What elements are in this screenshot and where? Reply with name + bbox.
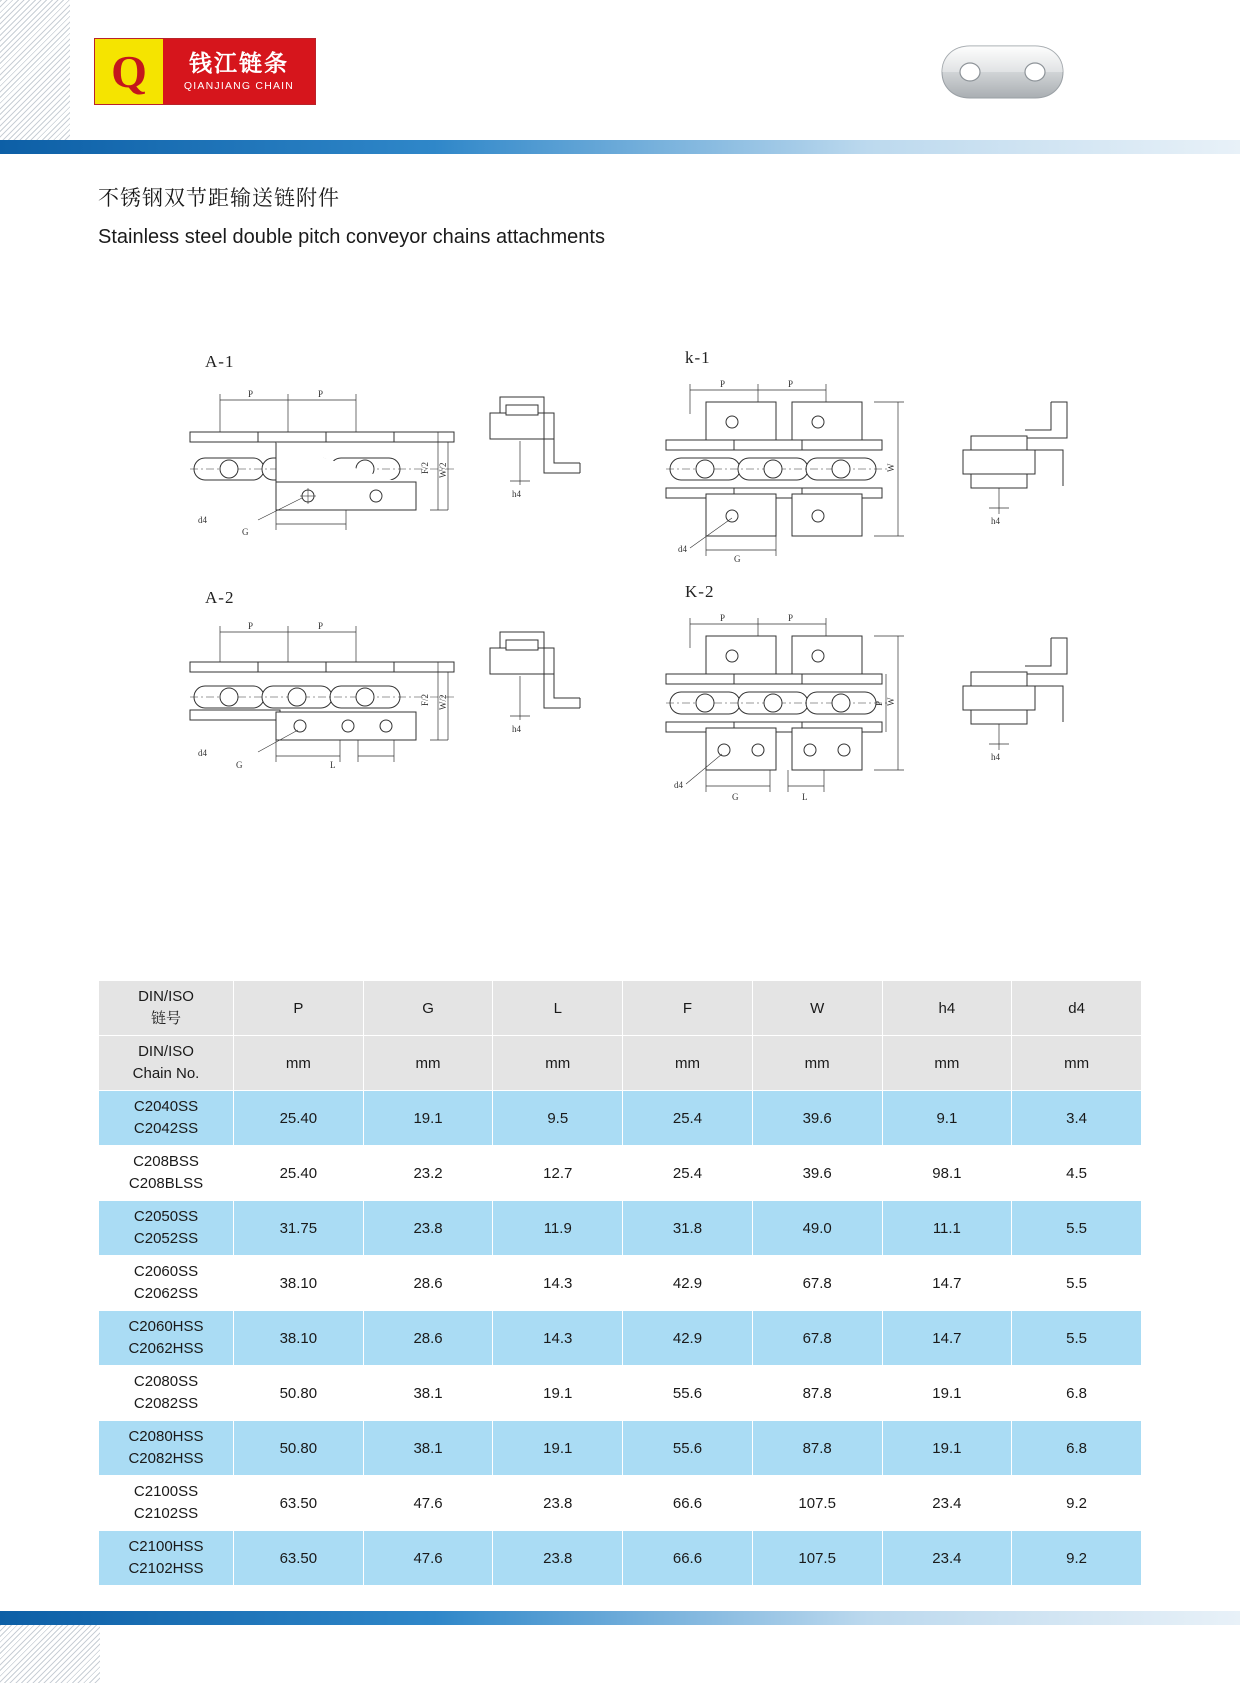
cell-h4: 19.1 xyxy=(882,1421,1012,1476)
table-row xyxy=(99,1201,1142,1256)
cell-g: 23.8 xyxy=(363,1201,493,1256)
chain-no-line1: C2100SS xyxy=(133,1482,199,1500)
chain-link-plate-icon xyxy=(940,42,1065,102)
cell-w: 39.6 xyxy=(752,1091,882,1146)
cell-d4: 5.5 xyxy=(1012,1201,1142,1256)
cell-p: 50.80 xyxy=(234,1421,364,1476)
page-title-chinese: 不锈钢双节距输送链附件 xyxy=(98,187,340,210)
header-col-w: W xyxy=(752,981,882,1036)
unit-col-l: mm xyxy=(493,1036,623,1091)
table-row xyxy=(99,1421,1142,1476)
cell-l: 23.8 xyxy=(493,1476,623,1531)
svg-text:G: G xyxy=(732,792,739,802)
table-head xyxy=(99,981,1142,1091)
unit-col-f: mm xyxy=(623,1036,753,1091)
svg-text:h4: h4 xyxy=(512,489,521,499)
drawing-label-a1: A-1 xyxy=(205,352,235,371)
cell-l: 11.9 xyxy=(493,1201,623,1256)
header-chain-no-cn-line1: DIN/ISO xyxy=(138,988,194,1006)
drawing-k2 xyxy=(660,600,940,810)
table-header-row-symbols xyxy=(99,981,1142,1036)
cell-d4: 9.2 xyxy=(1012,1531,1142,1586)
chain-no-line2: C2062HSS xyxy=(128,1340,204,1357)
unit-col-g: mm xyxy=(363,1036,493,1091)
cell-g: 47.6 xyxy=(363,1531,493,1586)
chain-no-line1: C2040SS xyxy=(133,1097,199,1115)
svg-text:P: P xyxy=(788,379,794,389)
cell-f: 31.8 xyxy=(623,1201,753,1256)
cell-f: 55.6 xyxy=(623,1421,753,1476)
svg-text:W: W xyxy=(886,463,896,472)
header-col-l: L xyxy=(493,981,623,1036)
cell-l: 19.1 xyxy=(493,1421,623,1476)
cell-w: 107.5 xyxy=(752,1476,882,1531)
table-row xyxy=(99,1531,1142,1586)
svg-text:G: G xyxy=(734,554,741,564)
header-chain-no-cn xyxy=(99,981,234,1036)
cell-g: 19.1 xyxy=(363,1091,493,1146)
page-header xyxy=(0,0,1240,140)
cell-d4: 5.5 xyxy=(1012,1256,1142,1311)
chain-no-line1: C2060SS xyxy=(133,1262,199,1280)
header-col-d4: d4 xyxy=(1012,981,1142,1036)
cell-l: 9.5 xyxy=(493,1091,623,1146)
cell-w: 87.8 xyxy=(752,1366,882,1421)
cell-f: 66.6 xyxy=(623,1476,753,1531)
drawing-k2-end-view xyxy=(955,626,1085,766)
cell-p: 63.50 xyxy=(234,1476,364,1531)
table-row xyxy=(99,1256,1142,1311)
chain-no-line2: C2102HSS xyxy=(128,1560,204,1577)
chain-no-line2: C2052SS xyxy=(133,1230,199,1247)
chain-no-line1: C2100HSS xyxy=(128,1537,204,1555)
cell-w: 87.8 xyxy=(752,1421,882,1476)
drawing-k1-end-view xyxy=(955,390,1085,530)
svg-text:P: P xyxy=(248,389,254,399)
cell-w: 67.8 xyxy=(752,1256,882,1311)
cell-l: 14.3 xyxy=(493,1256,623,1311)
chain-no-line2: C2082SS xyxy=(133,1395,199,1412)
cell-f: 42.9 xyxy=(623,1311,753,1366)
chain-no-line2: C2062SS xyxy=(133,1285,199,1302)
header-col-f: F xyxy=(623,981,753,1036)
table-row xyxy=(99,1146,1142,1201)
svg-text:F/2: F/2 xyxy=(420,461,430,474)
svg-text:P: P xyxy=(318,621,324,631)
cell-l: 19.1 xyxy=(493,1366,623,1421)
chain-no-line2: C208BLSS xyxy=(128,1175,204,1192)
svg-text:G: G xyxy=(236,760,243,770)
cell-d4: 3.4 xyxy=(1012,1091,1142,1146)
header-chain-no-en-line1: DIN/ISO xyxy=(138,1043,194,1061)
cell-d4: 4.5 xyxy=(1012,1146,1142,1201)
cell-d4: 9.2 xyxy=(1012,1476,1142,1531)
cell-chain-no xyxy=(99,1531,234,1586)
cell-h4: 9.1 xyxy=(882,1091,1012,1146)
cell-chain-no xyxy=(99,1146,234,1201)
cell-h4: 14.7 xyxy=(882,1311,1012,1366)
svg-text:G: G xyxy=(242,527,249,537)
table-row xyxy=(99,1091,1142,1146)
svg-text:h4: h4 xyxy=(512,724,521,734)
cell-chain-no xyxy=(99,1311,234,1366)
cell-w: 39.6 xyxy=(752,1146,882,1201)
svg-text:h4: h4 xyxy=(991,752,1000,762)
cell-p: 38.10 xyxy=(234,1256,364,1311)
drawing-label-k1: k-1 xyxy=(685,348,711,367)
chain-no-line1: C2080HSS xyxy=(128,1427,204,1445)
cell-g: 47.6 xyxy=(363,1476,493,1531)
header-col-h4: h4 xyxy=(882,981,1012,1036)
unit-col-p: mm xyxy=(234,1036,364,1091)
cell-p: 31.75 xyxy=(234,1201,364,1256)
cell-f: 55.6 xyxy=(623,1366,753,1421)
header-gradient-rule xyxy=(0,140,1240,154)
specification-table xyxy=(98,980,1142,1586)
cell-p: 25.40 xyxy=(234,1091,364,1146)
chain-no-line2: C2042SS xyxy=(133,1120,199,1137)
logo-english-name: QIANJIANG CHAIN xyxy=(183,80,295,93)
chain-no-line2: C2082HSS xyxy=(128,1450,204,1467)
chain-no-line1: C208BSS xyxy=(133,1152,199,1170)
svg-text:F/2: F/2 xyxy=(420,693,430,706)
drawing-label-k2: K-2 xyxy=(685,582,715,601)
drawing-a2-end-view xyxy=(480,620,600,760)
chain-no-line1: C2050SS xyxy=(133,1207,199,1225)
cell-h4: 23.4 xyxy=(882,1476,1012,1531)
company-logo xyxy=(94,38,316,105)
logo-mark-icon xyxy=(95,39,163,104)
cell-d4: 6.8 xyxy=(1012,1421,1142,1476)
cell-p: 63.50 xyxy=(234,1531,364,1586)
unit-col-d4: mm xyxy=(1012,1036,1142,1091)
cell-g: 28.6 xyxy=(363,1256,493,1311)
logo-chinese-name: 钱江链条 xyxy=(189,49,289,76)
cell-f: 25.4 xyxy=(623,1091,753,1146)
table-row xyxy=(99,1311,1142,1366)
header-rule-spacer xyxy=(0,154,1240,157)
svg-text:W: W xyxy=(886,697,896,706)
cell-w: 67.8 xyxy=(752,1311,882,1366)
cell-g: 28.6 xyxy=(363,1311,493,1366)
cell-chain-no xyxy=(99,1256,234,1311)
header-col-g: G xyxy=(363,981,493,1036)
svg-text:d4: d4 xyxy=(198,515,207,525)
svg-text:d4: d4 xyxy=(674,780,683,790)
svg-text:L: L xyxy=(330,760,336,770)
table-body xyxy=(99,1091,1142,1586)
svg-text:P: P xyxy=(788,613,794,623)
cell-p: 25.40 xyxy=(234,1146,364,1201)
table-row xyxy=(99,1366,1142,1421)
header-chain-no-cn-line2: 链号 xyxy=(150,1010,181,1027)
cell-g: 38.1 xyxy=(363,1421,493,1476)
cell-d4: 5.5 xyxy=(1012,1311,1142,1366)
cell-chain-no xyxy=(99,1366,234,1421)
footer-hatch-decoration xyxy=(0,1625,100,1683)
cell-f: 25.4 xyxy=(623,1146,753,1201)
svg-text:W/2: W/2 xyxy=(438,462,448,478)
cell-p: 50.80 xyxy=(234,1366,364,1421)
chain-no-line2: C2102SS xyxy=(133,1505,199,1522)
drawing-k1 xyxy=(660,366,940,571)
cell-f: 42.9 xyxy=(623,1256,753,1311)
svg-text:P: P xyxy=(874,700,884,706)
svg-text:L: L xyxy=(802,792,808,802)
cell-p: 38.10 xyxy=(234,1311,364,1366)
cell-f: 66.6 xyxy=(623,1531,753,1586)
cell-l: 23.8 xyxy=(493,1531,623,1586)
svg-text:h4: h4 xyxy=(991,516,1000,526)
page-title xyxy=(98,183,998,251)
cell-h4: 14.7 xyxy=(882,1256,1012,1311)
svg-text:d4: d4 xyxy=(678,544,687,554)
unit-col-h4: mm xyxy=(882,1036,1012,1091)
header-chain-no-en xyxy=(99,1036,234,1091)
table-header-row-units xyxy=(99,1036,1142,1091)
drawing-a1-end-view xyxy=(480,385,600,525)
cell-l: 12.7 xyxy=(493,1146,623,1201)
cell-chain-no xyxy=(99,1201,234,1256)
cell-l: 14.3 xyxy=(493,1311,623,1366)
cell-h4: 19.1 xyxy=(882,1366,1012,1421)
logo-text-block xyxy=(163,39,315,104)
chain-no-line1: C2060HSS xyxy=(128,1317,204,1335)
header-chain-no-en-line2: Chain No. xyxy=(132,1065,200,1082)
cell-w: 107.5 xyxy=(752,1531,882,1586)
cell-chain-no xyxy=(99,1476,234,1531)
page-title-english: Stainless steel double pitch conveyor chains attachments xyxy=(98,225,605,248)
cell-h4: 98.1 xyxy=(882,1146,1012,1201)
cell-chain-no xyxy=(99,1091,234,1146)
svg-text:P: P xyxy=(318,389,324,399)
cell-g: 38.1 xyxy=(363,1366,493,1421)
header-col-p: P xyxy=(234,981,364,1036)
svg-text:P: P xyxy=(720,613,726,623)
svg-text:d4: d4 xyxy=(198,748,207,758)
footer-gradient-rule xyxy=(0,1611,1240,1625)
logo-letter: Q xyxy=(111,45,147,97)
cell-g: 23.2 xyxy=(363,1146,493,1201)
header-hatch-decoration xyxy=(0,0,70,140)
cell-h4: 11.1 xyxy=(882,1201,1012,1256)
cell-chain-no xyxy=(99,1421,234,1476)
cell-d4: 6.8 xyxy=(1012,1366,1142,1421)
technical-drawings-area xyxy=(0,330,1240,870)
cell-h4: 23.4 xyxy=(882,1531,1012,1586)
cell-w: 49.0 xyxy=(752,1201,882,1256)
svg-text:P: P xyxy=(720,379,726,389)
drawing-label-a2: A-2 xyxy=(205,588,235,607)
table-row xyxy=(99,1476,1142,1531)
svg-text:W/2: W/2 xyxy=(438,694,448,710)
chain-no-line1: C2080SS xyxy=(133,1372,199,1390)
svg-text:P: P xyxy=(248,621,254,631)
unit-col-w: mm xyxy=(752,1036,882,1091)
